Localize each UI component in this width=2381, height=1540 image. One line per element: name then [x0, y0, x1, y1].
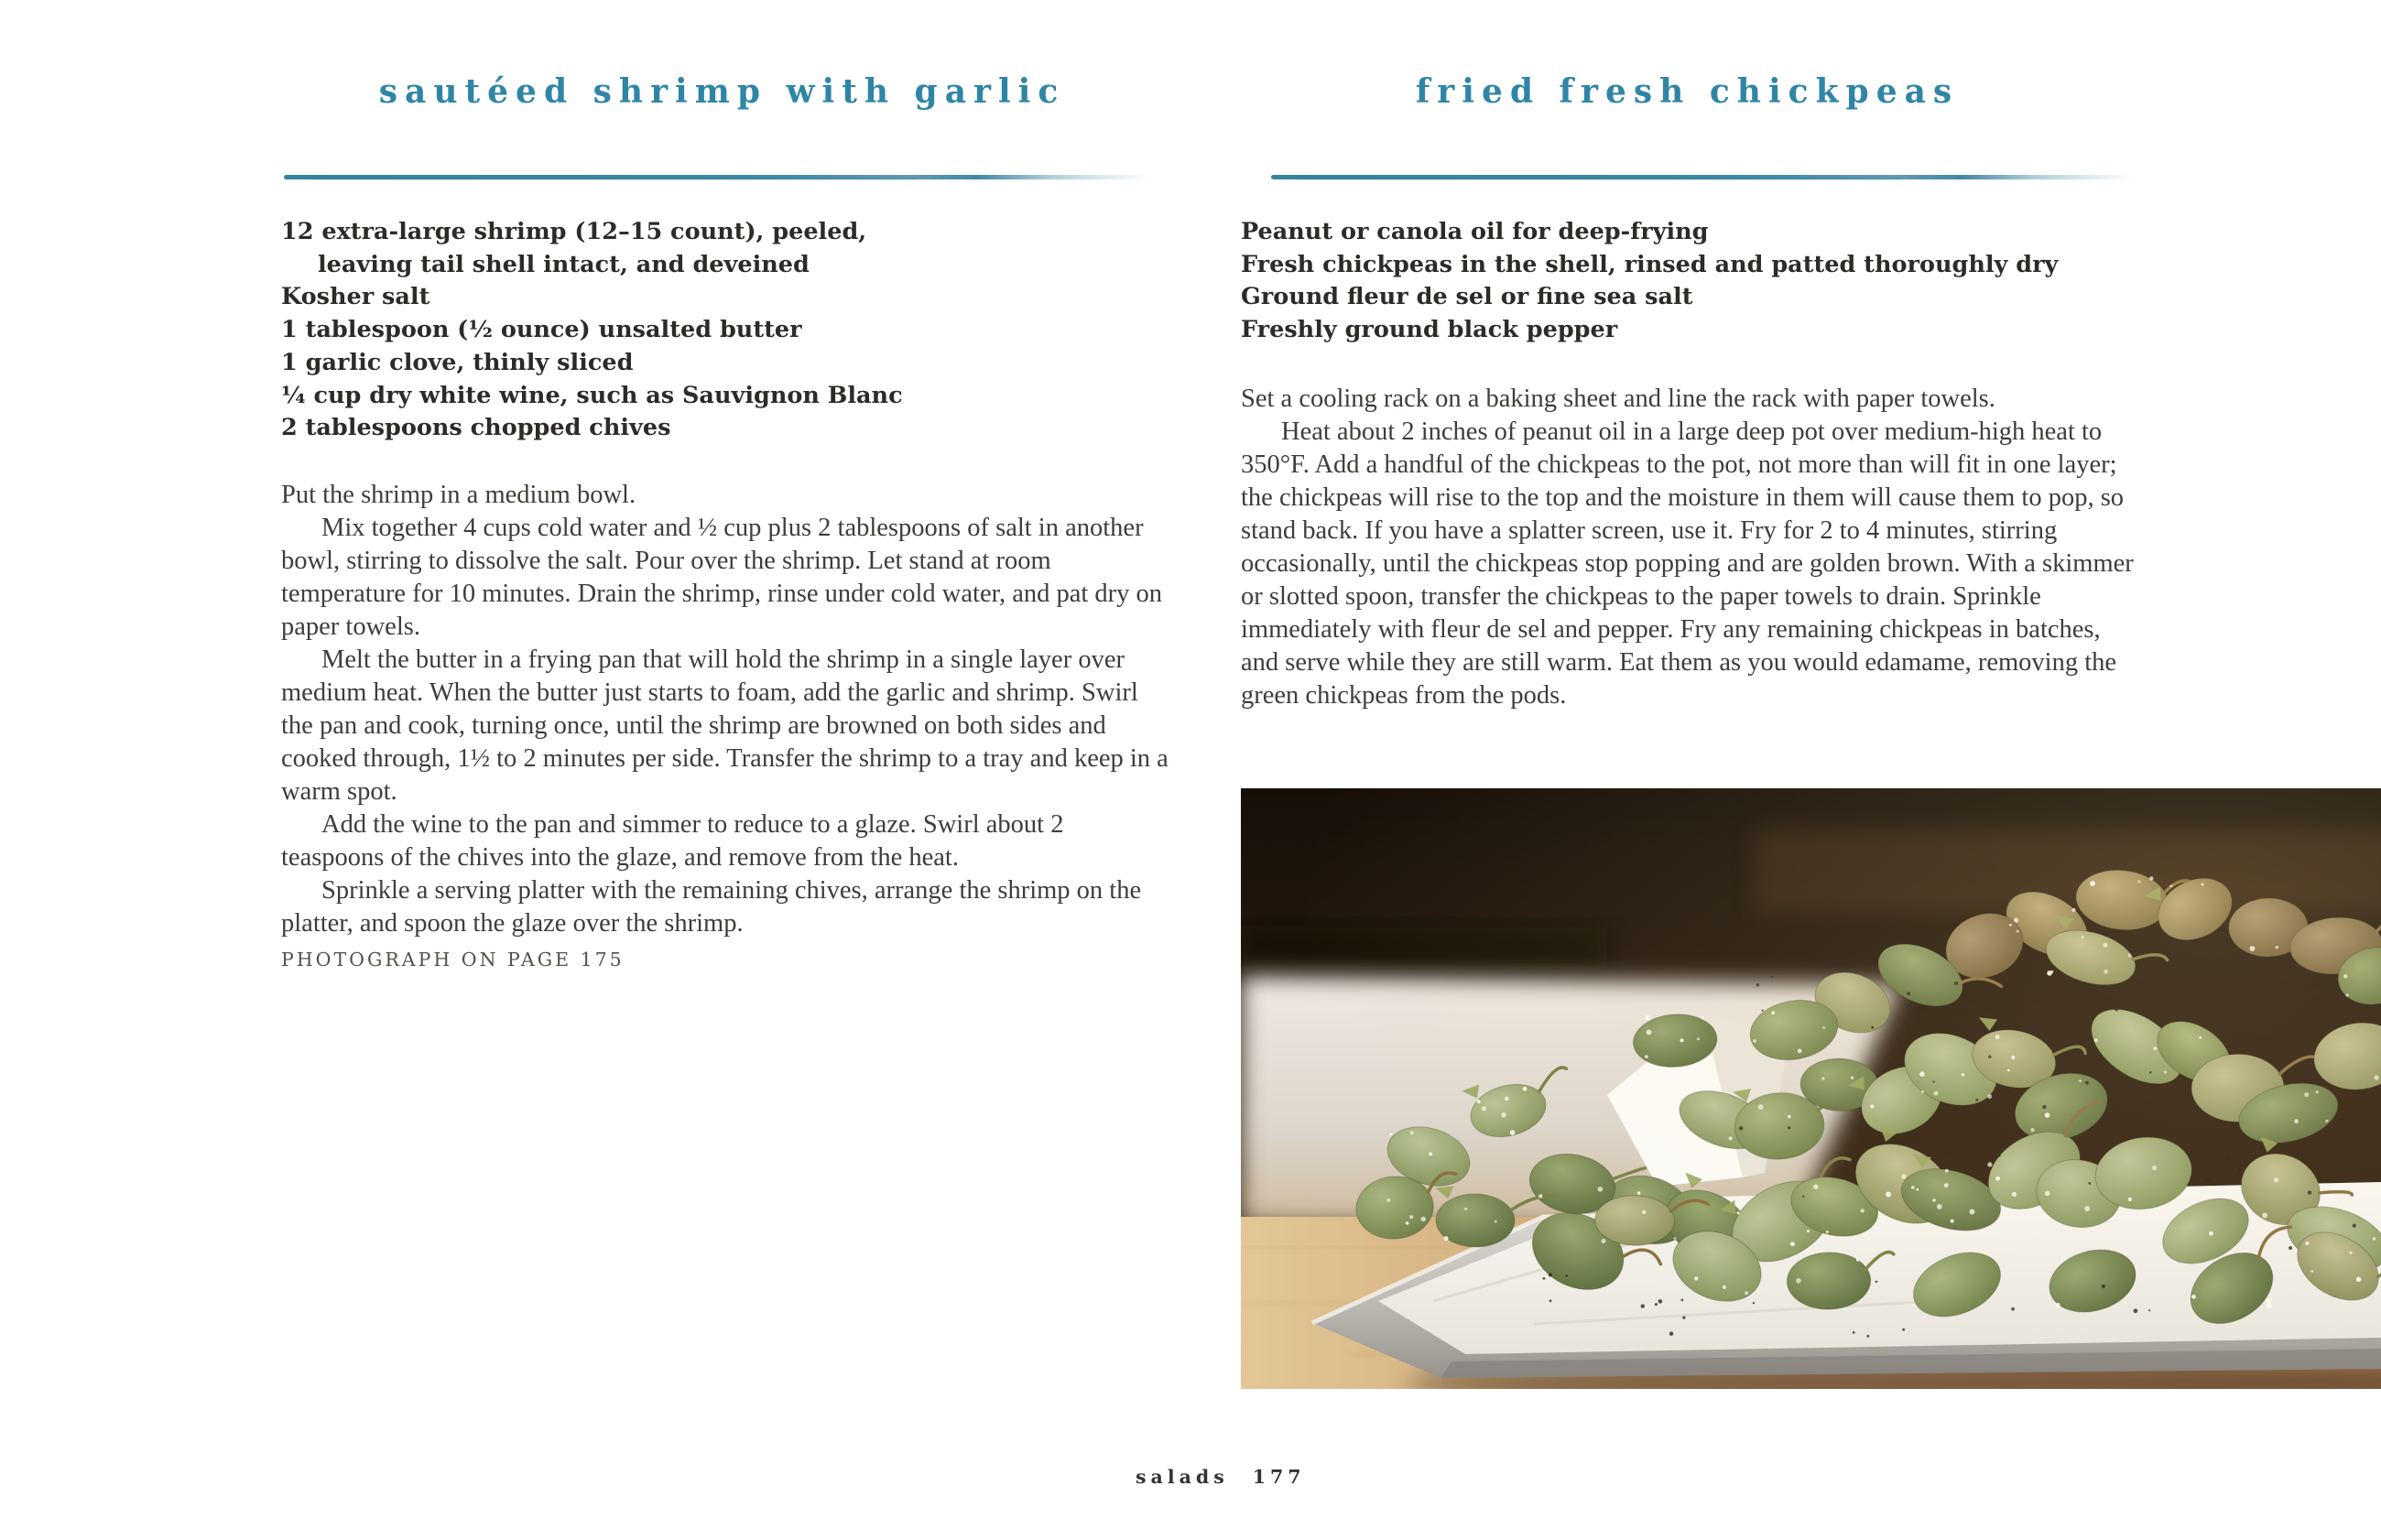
ingredient-list: [1241, 216, 2152, 347]
method-text: [1241, 383, 2140, 712]
method-paragraph: Heat about 2 inches of peanut oil in a large deep pot over medium-high heat to 350°F. Add a handful of the chickpeas to the pot, not more than will fit in one layer; the chickpeas will rise to the top and the moisture in them will cause them to pop, so stand back. If you have a splatter screen, use it. Fry for 2 to 4 minutes, stirring occasionally, until the chickpeas stop popping and are golden brown. With a skimmer or slotted spoon, transfer the chickpeas to the paper towels to drain. Sprinkle immediately with fleur de sel and pepper. Fry any remaining chickpeas in batches, and serve while they are still warm. Eat them as you would edamame, removing the green chickpeas from the pods.: [1241, 418, 2134, 710]
ingredient-line: Ground fleur de sel or fine sea salt: [1241, 283, 1693, 311]
page-footer: [1136, 1466, 1306, 1488]
page-number: 177: [1252, 1466, 1306, 1488]
section-label: salads: [1136, 1466, 1229, 1488]
method-paragraph: Put the shrimp in a medium bowl.: [281, 481, 636, 509]
ingredient-line: Peanut or canola oil for deep-frying: [1241, 218, 1709, 245]
recipe-title: fried fresh chickpeas: [1415, 72, 1960, 111]
method-text: [281, 479, 1171, 940]
ingredient-line-continued: leaving tail shell intact, and deveined: [318, 250, 810, 278]
recipe-title: sautéed shrimp with garlic: [378, 72, 1066, 111]
method-paragraph: Mix together 4 cups cold water and ½ cup plus 2 tablespoons of salt in another bowl, stirring to dissolve the salt. Pour over the shrimp. Let stand at room temperature for 10 minutes. Drain the shrimp, rinse under cold water, and pat dry on paper towels.: [281, 514, 1163, 641]
ingredient-line: Kosher salt: [281, 283, 430, 311]
method-paragraph: Add the wine to the pan and simmer to reduce to a glaze. Swirl about 2 teaspoons of the chives into the glaze, and remove from the heat.: [281, 810, 1064, 872]
ingredient-line: 1 tablespoon (½ ounce) unsalted butter: [281, 316, 802, 344]
ingredient-line: Fresh chickpeas in the shell, rinsed and patted thoroughly dry: [1241, 250, 2059, 278]
chickpeas-photo-illustration: [1241, 788, 2381, 1389]
method-paragraph: Sprinkle a serving platter with the remaining chives, arrange the shrimp on the platter, and spoon the glaze over the shrimp.: [281, 876, 1142, 938]
ingredient-line: 2 tablespoons chopped chives: [281, 414, 671, 442]
ingredient-line: ¼ cup dry white wine, such as Sauvignon Blanc: [281, 381, 903, 409]
method-paragraph: Melt the butter in a frying pan that will hold the shrimp in a single layer over medium heat. When the butter just starts to foam, add the garlic and shrimp. Swirl the pan and cook, turning once, until the shrimp are browned on both sides and cooked through, 1½ to 2 minutes per side. Transfer the shrimp to a tray and keep in a warm spot.: [281, 645, 1169, 806]
ingredient-line: Freshly ground black pepper: [1241, 316, 1618, 344]
method-paragraph: Set a cooling rack on a baking sheet and line the rack with paper towels.: [1241, 385, 1995, 413]
chickpeas-photo: [1241, 788, 2381, 1389]
ingredient-list: [281, 216, 1179, 445]
ingredient-line: 1 garlic clove, thinly sliced: [281, 348, 634, 376]
watercolor-rule: [284, 175, 1150, 179]
ingredient-line: 12 extra-large shrimp (12–15 count), peeled,: [281, 218, 867, 245]
photograph-reference: PHOTOGRAPH ON PAGE 175: [281, 949, 625, 971]
watercolor-rule: [1271, 175, 2134, 179]
